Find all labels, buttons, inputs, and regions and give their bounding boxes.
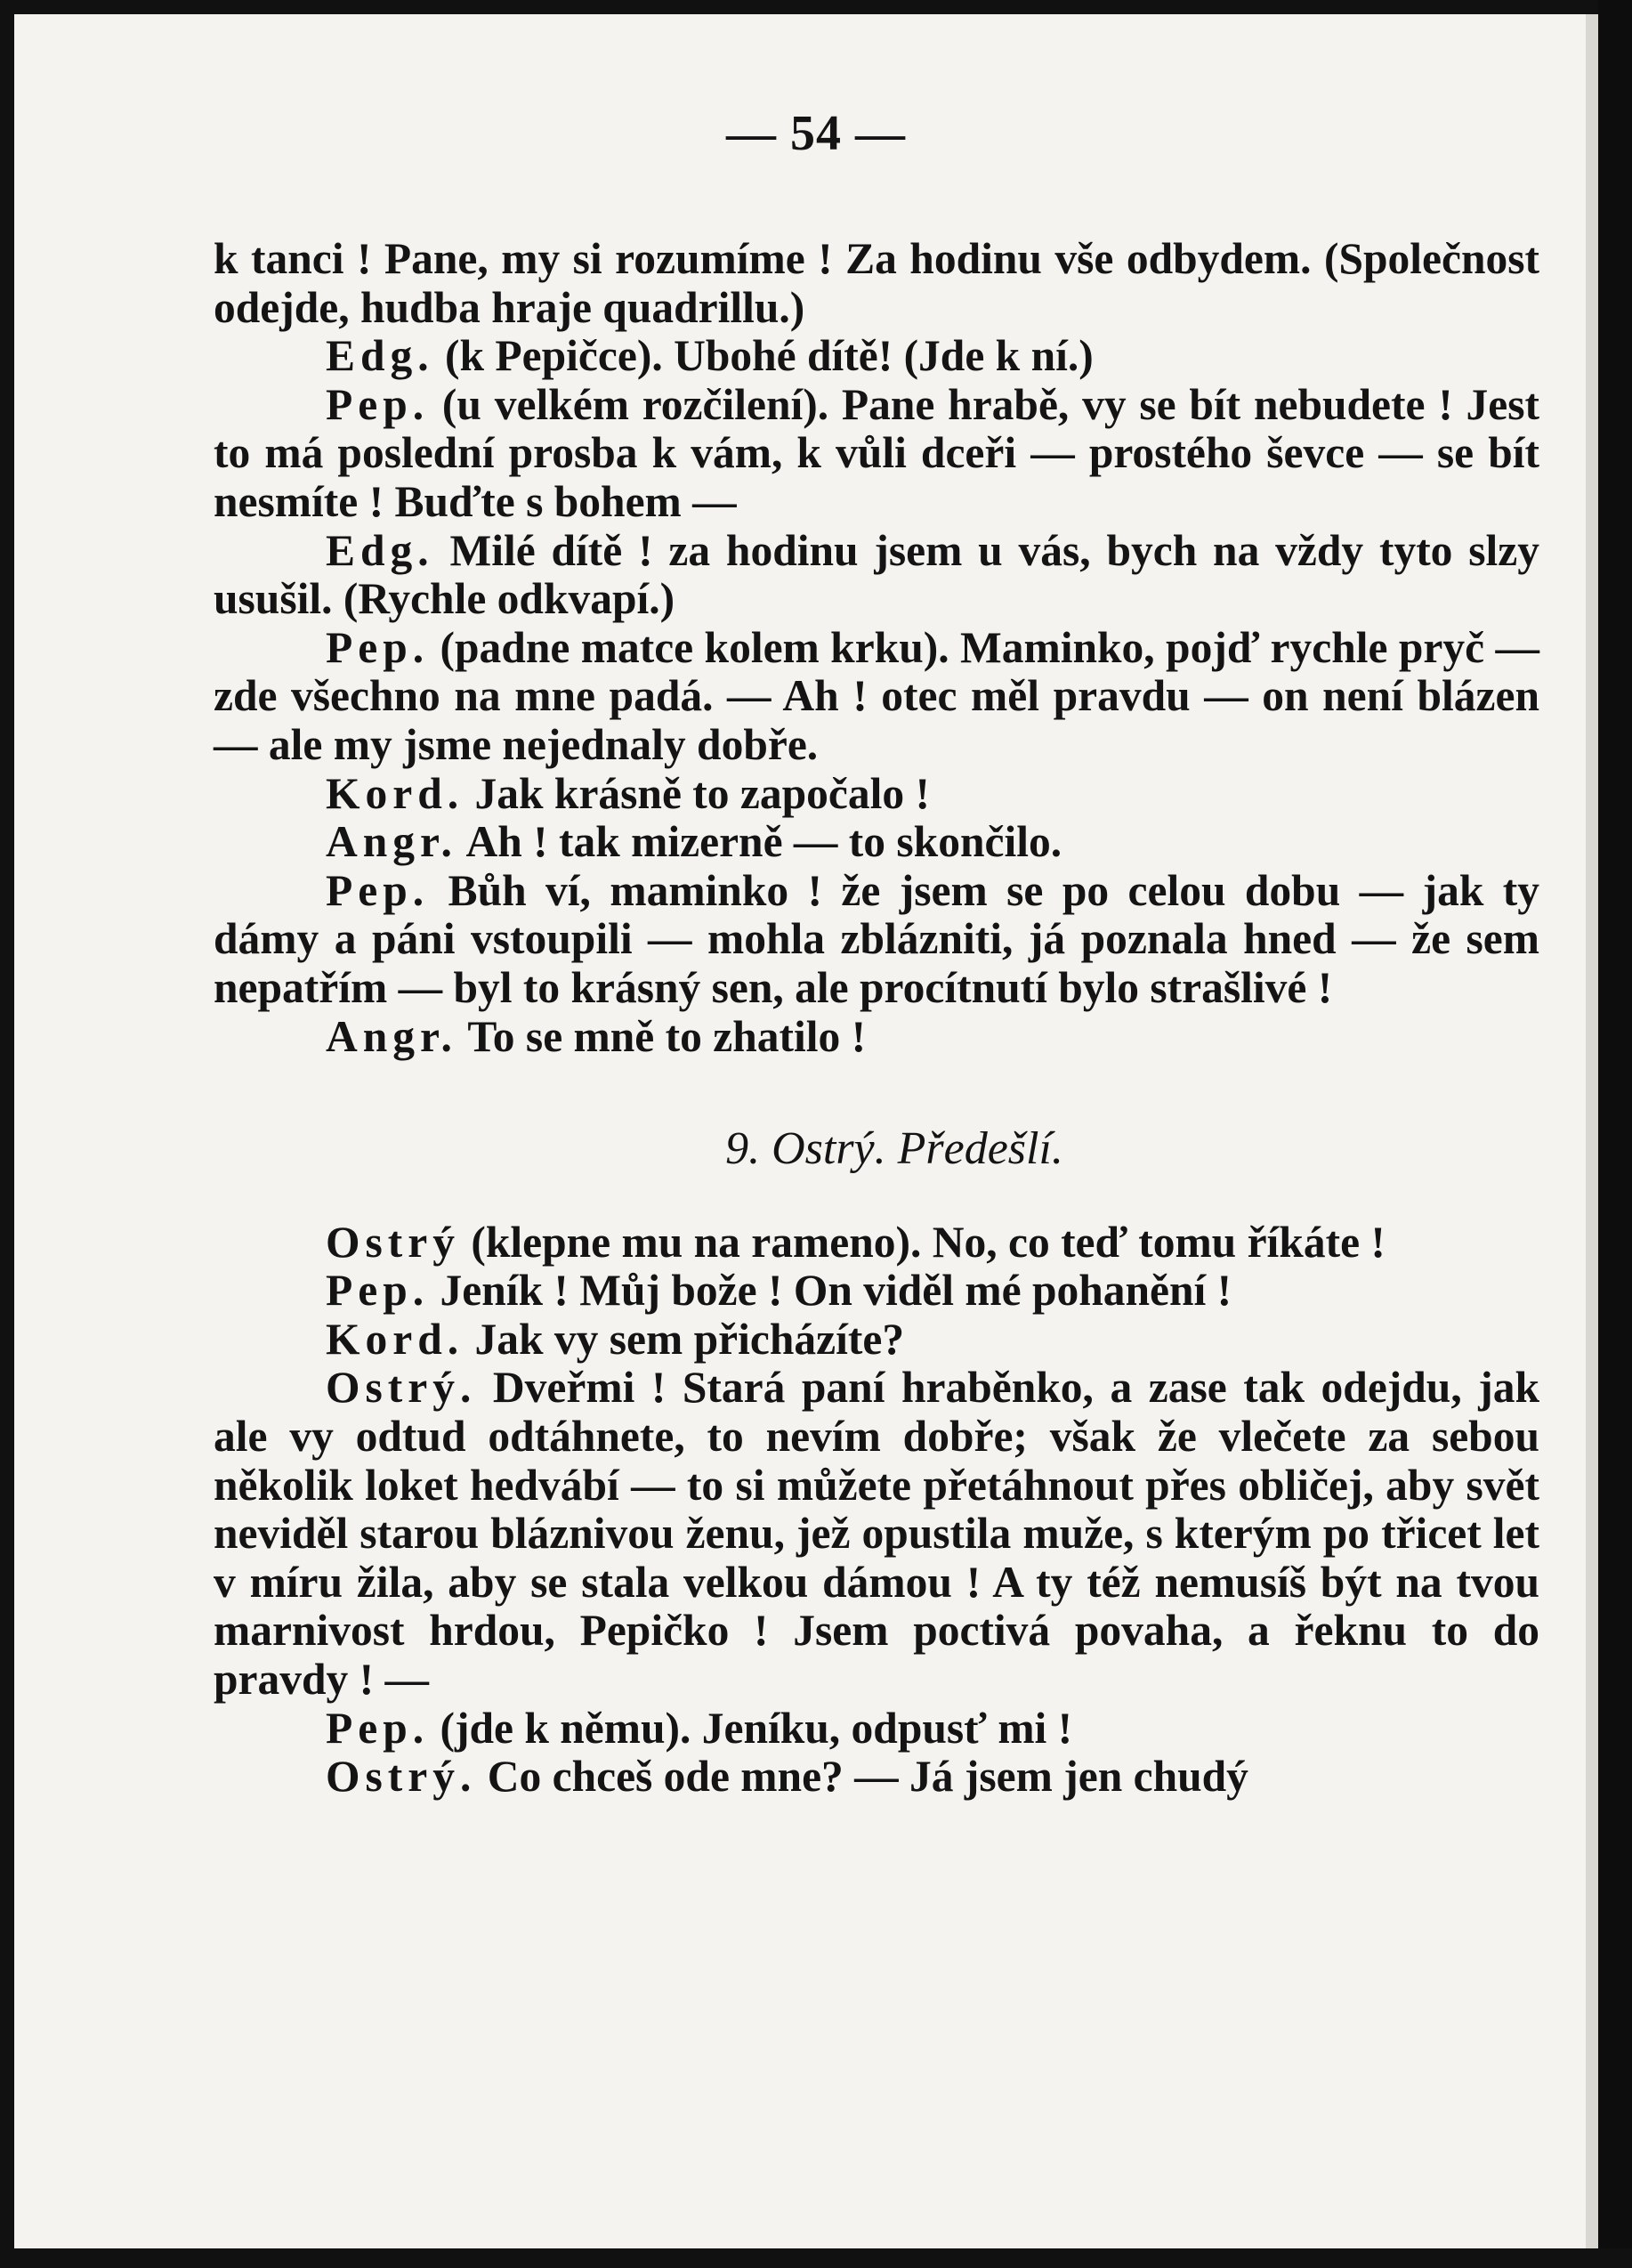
- page-gutter: [1586, 14, 1598, 2248]
- dialogue-text: (k Pepičce). Ubohé dítě! (Jde k ní.): [445, 331, 1094, 381]
- scan-border-bottom: [0, 2248, 1632, 2268]
- dialogue-paragraph: [214, 818, 1539, 867]
- dialogue-paragraph: [214, 867, 1539, 1013]
- dialogue-paragraph: [214, 1705, 1539, 1754]
- dialogue-text: Ah ! tak mizerně — to skončilo.: [465, 817, 1062, 867]
- speaker-name: Pep.: [326, 865, 430, 915]
- speaker-name: Pep.: [326, 1266, 430, 1316]
- speaker-name: Ostrý.: [326, 1363, 477, 1413]
- dialogue-text: (jde k němu). Jeníku, odpusť mi !: [440, 1703, 1073, 1753]
- dialogue-text: (padne matce kolem krku). Maminko, pojď rychle pryč — zde všechno na mne padá. — Ah ! otec měl pravdu — on není blázen — ale my jsme nejednaly dobře.: [214, 622, 1539, 769]
- dialogue-text: Jak krásně to započalo !: [474, 768, 930, 818]
- page-number: — 54 —: [726, 106, 906, 161]
- dialogue-text: Co chceš ode mne? — Já jsem jen chudý: [487, 1752, 1248, 1802]
- dialogue-text: Dveřmi ! Stará paní hraběnko, a zase tak odejdu, jak ale vy odtud odtáhnete, to nevím dobře; však že vlečete za sebou několik loket hedvábí — to si můžete přetáhnout přes obličej, aby svět neviděl starou bláznivou ženu, jež opustila muže, s kterým po třicet let v míru žila, aby se stala velkou dámou ! A ty též nemusíš být na tvou marnivost hrdou, Pepičko ! Jsem poctivá povaha, a řeknu to do pravdy ! —: [214, 1363, 1540, 1705]
- speaker-name: Kord.: [326, 1314, 465, 1364]
- dialogue-text: Jeník ! Můj bože ! On viděl mé pohanění !: [440, 1266, 1232, 1316]
- dialogue-text: (u velkém rozčilení). Pane hrabě, vy se bít nebudete ! Jest to má poslední prosba k vám, k vůli dceři — prostého ševce — se bít nesmíte ! Buďte s bohem —: [214, 379, 1540, 526]
- dialogue-before: [214, 235, 1539, 1061]
- dialogue-text: Milé dítě ! za hodinu jsem u vás, bych na vždy tyto slzy usušil. (Rychle odkvapí.): [214, 525, 1539, 624]
- dialogue-paragraph: [214, 1267, 1539, 1316]
- dialogue-paragraph: [214, 527, 1539, 624]
- dialogue-paragraph: [214, 235, 1539, 332]
- scene-heading: 9. Ostrý. Předešlí.: [725, 1123, 1063, 1175]
- dialogue-after: [214, 1219, 1539, 1802]
- dialogue-text: (klepne mu na rameno). No, co teď tomu říkáte !: [471, 1217, 1386, 1267]
- dialogue-paragraph: [214, 624, 1539, 770]
- dialogue-text: Jak vy sem přicházíte?: [474, 1314, 905, 1364]
- speaker-name: Ostrý: [326, 1217, 460, 1267]
- speaker-name: Ostrý.: [326, 1752, 477, 1802]
- dialogue-paragraph: [214, 1753, 1539, 1802]
- dialogue-paragraph: [214, 332, 1539, 381]
- dialogue-text: To se mně to zhatilo !: [467, 1011, 867, 1061]
- dialogue-paragraph: [214, 381, 1539, 527]
- dialogue-text: k tanci ! Pane, my si rozumíme ! Za hodinu vše odbydem. (Společnost odejde, hudba hraje quadrillu.): [214, 234, 1539, 332]
- speaker-name: Edg.: [326, 525, 434, 575]
- speaker-name: Kord.: [326, 768, 465, 818]
- dialogue-paragraph: [214, 1364, 1539, 1704]
- play-text: [214, 235, 1539, 1802]
- scan-border-right: [1598, 0, 1632, 2268]
- dialogue-paragraph: [214, 1219, 1539, 1268]
- speaker-name: Pep.: [326, 1703, 430, 1753]
- speaker-name: Angr.: [326, 1011, 457, 1061]
- dialogue-paragraph: [214, 770, 1539, 819]
- dialogue-paragraph: [214, 1316, 1539, 1365]
- scan-border-top: [0, 0, 1632, 14]
- speaker-name: Angr.: [326, 817, 457, 867]
- speaker-name: Pep.: [326, 622, 430, 672]
- dialogue-text: Bůh ví, maminko ! že jsem se po celou dobu — jak ty dámy a páni vstoupili — mohla zblázniti, já poznala hned — že sem nepatřím — byl to krásný sen, ale procítnutí bylo strašlivé !: [214, 865, 1539, 1012]
- speaker-name: Pep.: [326, 379, 430, 429]
- speaker-name: Edg.: [326, 331, 434, 381]
- scan-border-left: [0, 0, 14, 2268]
- dialogue-paragraph: [214, 1013, 1539, 1062]
